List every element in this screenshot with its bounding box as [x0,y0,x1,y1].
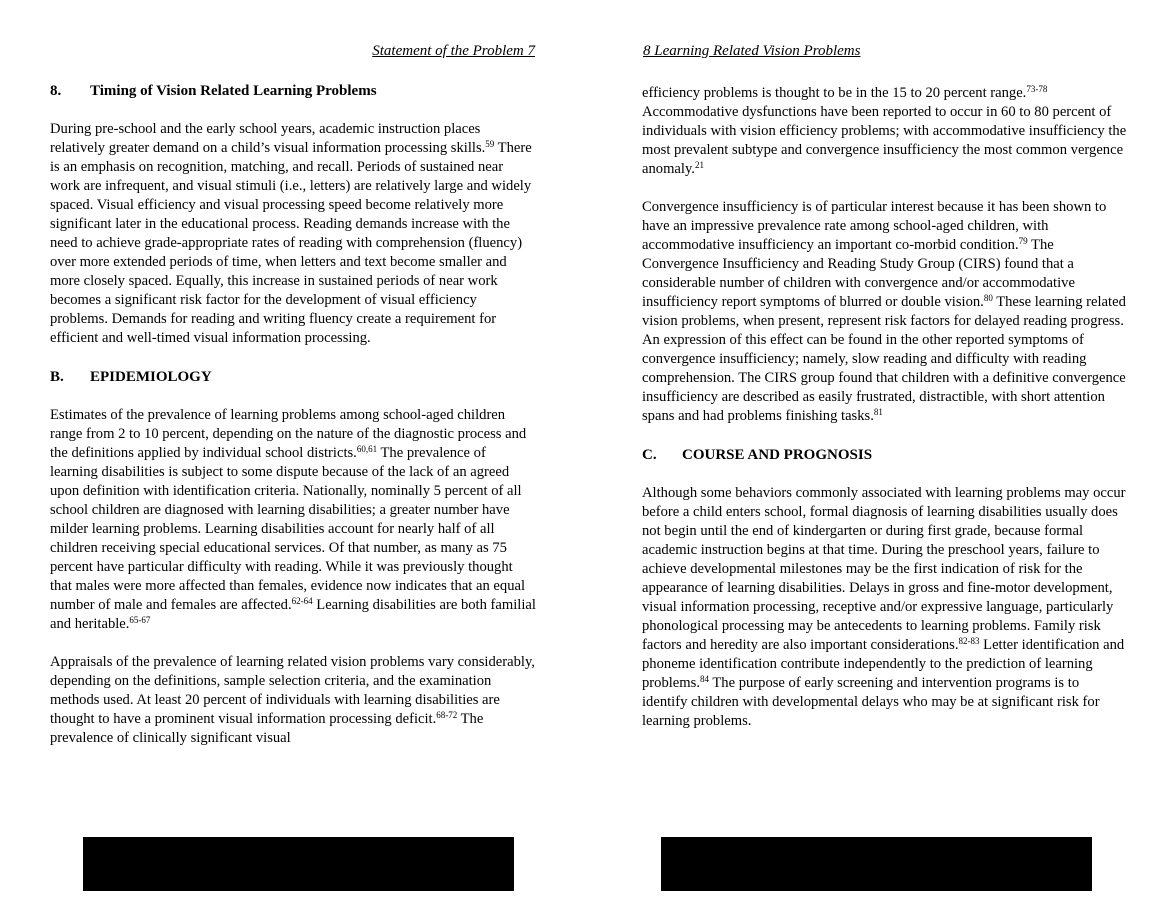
text-run: During pre-school and the early school years, academic instruction places relatively greater demand on a child’s visual information processing skills. [50,121,486,156]
citation-superscript: 68-72 [436,710,458,720]
running-head: 8 Learning Related Vision Problems [643,43,861,59]
running-head: Statement of the Problem 7 [372,43,535,59]
citation-superscript: 65-67 [129,615,151,625]
section-title: Timing of Vision Related Learning Problems [90,83,377,99]
section-heading-epidemiology [50,367,536,388]
text-run: The purpose of early screening and intervention programs is to identify children with developmental delays who may be at significant risk for learning problems. [642,675,1100,729]
text-run: efficiency problems is thought to be in the 15 to 20 percent range. [642,85,1027,101]
paragraph [50,120,536,348]
text-run: The prevalence of clinically significant visual [50,711,484,746]
section-number: 8. [50,83,62,99]
text-run: Letter identification and phoneme identification contribute independently to the prediction of learning problems. [642,637,1125,691]
section-heading-timing [50,81,536,102]
paragraph [642,84,1128,179]
page-body [50,81,536,767]
text-run: Convergence insufficiency is of particular interest because it has been shown to have an impressive prevalence rate among school-aged children, with accommodative insufficiency an important co-morbid condition. [642,199,1107,253]
text-run: Learning disabilities are both familial and heritable. [50,597,536,632]
citation-superscript: 60,61 [356,444,378,454]
section-title: EPIDEMIOLOGY [90,369,212,385]
citation-superscript: 73-78 [1026,84,1048,94]
citation-superscript: 82-83 [958,636,980,646]
paragraph [642,484,1128,731]
citation-superscript: 80 [983,293,993,303]
text-run: Appraisals of the prevalence of learning related vision problems vary considerably, depending on the definitions, sample selection criteria, and the examination methods used. At least 20 percent of individuals with learning disabilities are thought to have a prominent visual information processing deficit. [50,654,535,727]
paragraph [642,198,1128,426]
redaction-bar [83,837,514,891]
section-number: B. [50,369,64,385]
text-run: The Convergence Insufficiency and Reading Study Group (CIRS) found that a considerable number of children with convergence and/or accommodative insufficiency report symptoms of blurred or double vision. [642,237,1075,310]
citation-superscript: 79 [1018,236,1028,246]
citation-superscript: 84 [699,674,709,684]
paragraph [50,653,536,748]
citation-superscript: 62-64 [291,596,313,606]
right-page [642,0,1128,900]
section-number: C. [642,447,657,463]
page-body [642,84,1128,750]
section-title: COURSE AND PROGNOSIS [682,447,873,463]
text-run: There is an emphasis on recognition, matching, and recall. Periods of sustained near work are infrequent, and visual stimuli (i.e., letters) are relatively large and widely spaced. Visual efficiency and visual processing speed become relatively more significant later in the educational process. Reading demands increase with the need to achieve grade-appropriate rates of reading with comprehension (fluency) over more extended periods of time, when letters and text become smaller and more closely spaced. Equally, this increase in sustained periods of near work becomes a significant risk factor for the development of visual efficiency problems. Demands for reading and writing fluency create a requirement for efficient and well-timed visual information processing. [50,140,532,346]
section-heading-course-prognosis [642,445,1128,466]
citation-superscript: 81 [873,407,883,417]
text-run: Accommodative dysfunctions have been reported to occur in 60 to 80 percent of individuals with vision efficiency problems; with accommodative insufficiency the most prevalent subtype and convergence insufficiency the most common vergence anomaly. [642,104,1127,177]
paragraph [50,406,536,634]
citation-superscript: 21 [694,160,704,170]
redaction-bar [661,837,1092,891]
text-run: Although some behaviors commonly associated with learning problems may occur before a child enters school, formal diagnosis of learning disabilities usually does not begin until the end of kindergarten or during first grade, because formal academic instruction begins at that time. During the preschool years, failure to achieve developmental milestones may be the first indication of risk for the appearance of learning disabilities. Delays in gross and fine-motor development, visual information processing, receptive and/or expressive language, particularly phonological processing may be antecedents to learning problems. Family risk factors and heredity are also important considerations. [642,485,1126,653]
text-run: The prevalence of learning disabilities is subject to some dispute because of the lack of an agreed upon definition with identification criteria. Nationally, nominally 5 percent of all school children are diagnosed with learning disabilities; a greater number have milder learning problems. Learning disabilities account for nearly half of all children receiving special educational services. Of that number, as many as 75 percent have particular difficulty with reading. While it was previously thought that males were more affected than females, evidence now indicates that an equal number of male and females are affected. [50,445,526,613]
left-page [50,0,536,900]
text-run: These learning related vision problems, when present, represent risk factors for delayed reading progress. An expression of this effect can be found in the other reported symptoms of convergence insufficiency; namely, slow reading and difficulty with reading comprehension. The CIRS group found that children with a definitive convergence insufficiency are described as easily frustrated, distractible, with short attention spans and had problems finishing tasks. [642,294,1126,424]
text-run: Estimates of the prevalence of learning problems among school-aged children range from 2 to 10 percent, depending on the nature of the diagnostic process and the definitions applied by individual school districts. [50,407,527,461]
citation-superscript: 59 [485,139,495,149]
